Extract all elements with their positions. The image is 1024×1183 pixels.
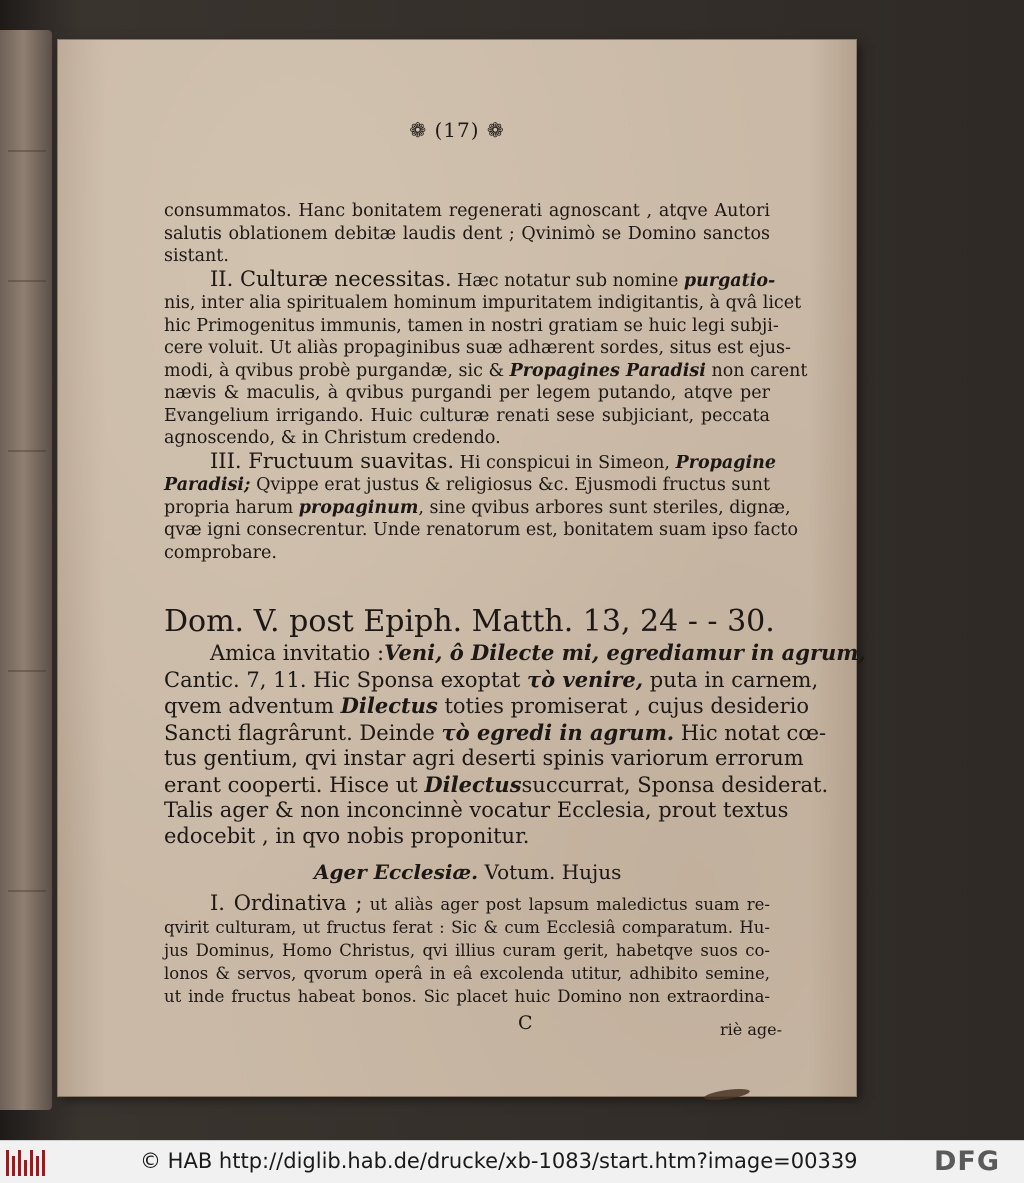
text-line: qvem adventum Dilectus toties promiserat , cujus desiderio xyxy=(164,693,809,718)
signature-mark: C xyxy=(518,1012,533,1034)
text-line: qvirit culturam, ut fructus ferat : Sic & cum Ecclesiâ comparatum. Hu- xyxy=(164,918,770,937)
text-line: cere voluit. Ut aliàs propaginibus suæ adhærent sordes, situs est ejus- xyxy=(164,338,791,358)
text-line: propria harum propaginum, sine qvibus arbores sunt steriles, dignæ, xyxy=(164,497,791,518)
text-line: salutis oblationem debitæ laudis dent ; Qvinimò se Domino sanctos xyxy=(164,223,770,244)
paragraph-4 xyxy=(164,892,770,1008)
text-line: jus Dominus, Homo Christus, qvi illius curam gerit, habetqve suos co- xyxy=(164,941,770,960)
theme-votum: Votum. Hujus xyxy=(484,860,622,884)
section-title: Dom. V. post Epiph. Matth. 13, 24 - - 30. xyxy=(164,604,775,639)
text-line: Cantic. 7, 11. Hic Sponsa exoptat τὸ venire, puta in carnem, xyxy=(164,666,819,692)
text-line: edocebit , in qvo nobis proponitur. xyxy=(164,823,530,848)
text-line: Paradisi; Qvippe erat justus & religiosus &c. Ejusmodi fructus sunt xyxy=(164,475,770,495)
text-line: nævis & maculis, à qvibus purgandi per legem putando, atqve per xyxy=(164,383,770,403)
text-line: comprobare. xyxy=(164,542,277,563)
facing-page-edge xyxy=(0,30,52,1110)
paragraph-1 xyxy=(164,200,808,564)
text-line: Sancti flagrârunt. Deinde τὸ egredi in agrum. Hic notat cœ- xyxy=(164,719,827,745)
theme-title: Ager Ecclesiæ. xyxy=(314,860,479,884)
text-line: sistant. xyxy=(164,246,229,266)
text-line: nis, inter alia spiritualem hominum impuritatem indigitantis, à qvâ licet xyxy=(164,293,802,313)
text-line: Amica invitatio :Veni, ô Dilecte mi, egrediamur in agrum, xyxy=(210,640,866,665)
page-header xyxy=(58,118,856,142)
ornament-left-icon: ❁ xyxy=(409,118,428,142)
text-line: erant cooperti. Hisce ut Dilectussuccurrat, Sponsa desiderat. xyxy=(164,771,829,797)
text-line: consummatos. Hanc bonitatem regenerati agnoscant , atqve Autori xyxy=(164,201,770,221)
text-line: tus gentium, qvi instar agri deserti spinis variorum errorum xyxy=(164,746,804,770)
text-line: Talis ager & non inconcinnè vocatur Ecclesia, prout textus xyxy=(164,798,789,822)
theme-line xyxy=(164,860,770,884)
copyright-link[interactable]: © HAB http://diglib.hab.de/drucke/xb-1083/start.htm?image=00339 xyxy=(140,1149,858,1173)
text-line: qvæ igni consecrentur. Unde renatorum est, bonitatem suam ipso facto xyxy=(164,520,798,540)
part-1-heading: I. Ordinativa ; xyxy=(210,891,363,915)
text-line: lonos & servos, qvorum operâ in eâ excolenda utitur, adhibito semine, xyxy=(164,964,770,983)
ornament-right-icon: ❁ xyxy=(486,118,505,142)
section-2-first-line: II. Culturæ necessitas. Hæc notatur sub nomine purgatio- xyxy=(210,266,776,291)
section-2-heading: II. Culturæ necessitas. xyxy=(210,266,452,291)
text-line: modi, à qvibus probè purgandæ, sic & Propagines Paradisi non carent xyxy=(164,360,808,381)
footer-bar xyxy=(0,1140,1024,1183)
text-line: Evangelium irrigando. Huic culturæ renati sese subjiciant, peccata xyxy=(164,405,770,426)
text-line: ut inde fructus habeat bonos. Sic placet huic Domino non extraordina- xyxy=(164,987,770,1006)
page-number: (17) xyxy=(434,118,480,142)
catchword: riè age- xyxy=(720,1020,782,1039)
section-3-heading: III. Fructuum suavitas. xyxy=(210,448,455,473)
text-line: I. Ordinativa ; ut aliàs ager post lapsum maledictus suam re- xyxy=(210,891,770,915)
text-line: hic Primogenitus immunis, tamen in nostri gratiam se huic legi subji- xyxy=(164,315,779,336)
paragraph-2 xyxy=(164,640,866,849)
dfg-logo: DFG xyxy=(934,1146,1001,1177)
text-line: agnoscendo, & in Christum credendo. xyxy=(164,428,501,448)
section-3-first-line: III. Fructuum suavitas. Hi conspicui in Simeon, Propagine xyxy=(210,448,776,473)
hab-logo-icon xyxy=(6,1150,46,1176)
book-page xyxy=(58,40,866,1096)
